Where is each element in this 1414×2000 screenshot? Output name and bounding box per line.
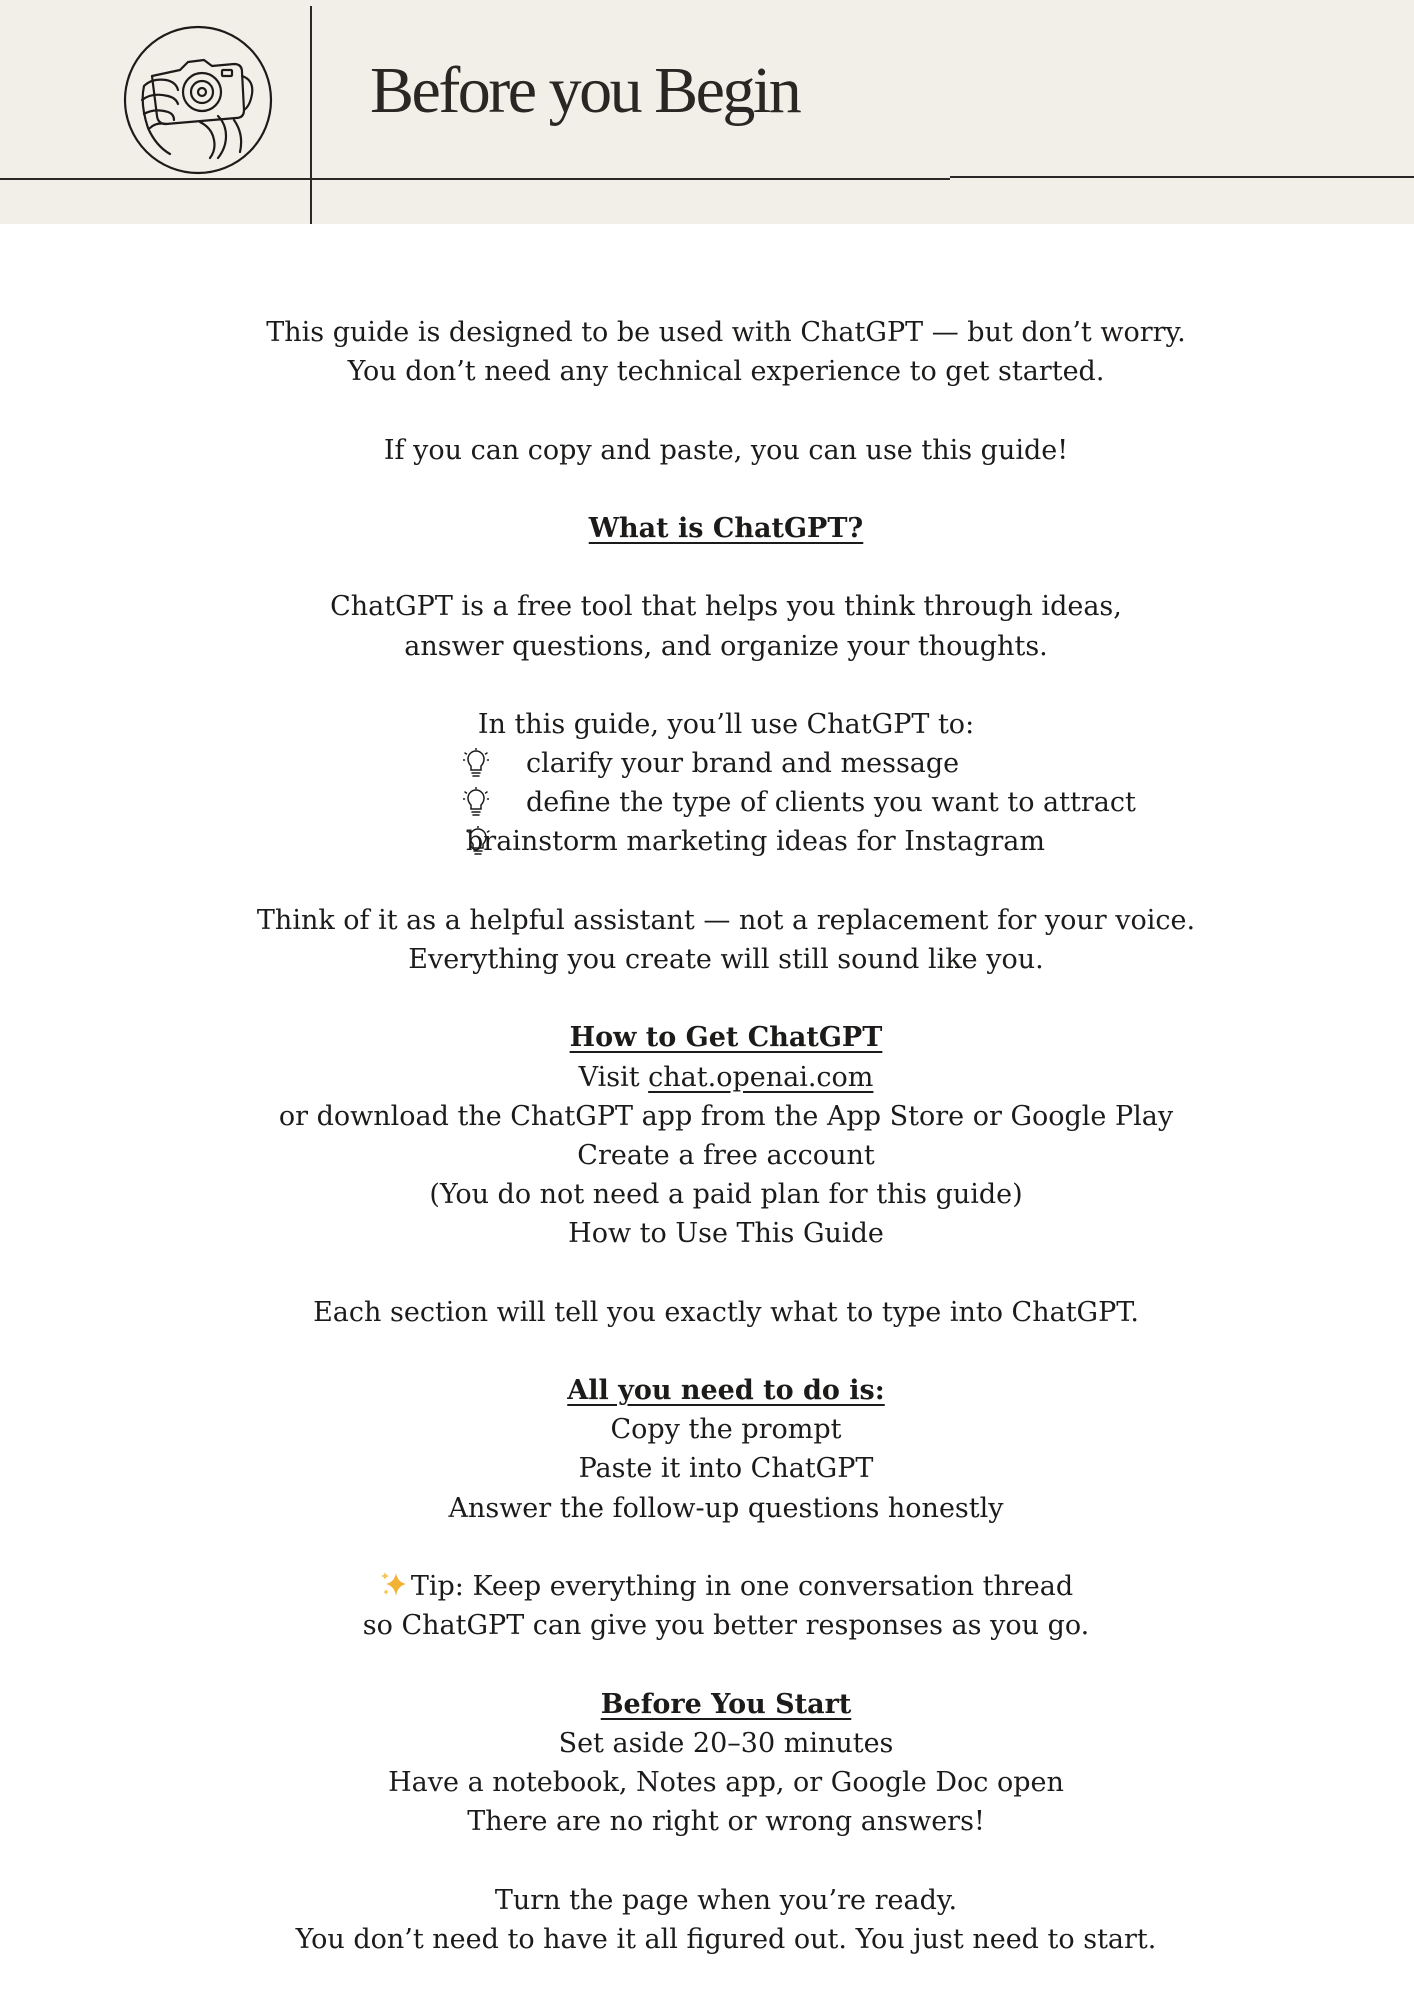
how-to-get-line: or download the ChatGPT app from the App Store or Google Play	[278, 1100, 1174, 1132]
section-heading-before-start: Before You Start	[600, 1688, 852, 1720]
header-rule-right	[950, 176, 1414, 178]
section-heading-how-to-get: How to Get ChatGPT	[569, 1022, 883, 1054]
how-to-get-line: (You do not need a paid plan for this guide)	[429, 1179, 1023, 1211]
list-item-label: define the type of clients you want to attract	[526, 787, 1136, 819]
list-item	[0, 822, 1414, 861]
section-heading-what-is: What is ChatGPT?	[588, 512, 864, 544]
intro-line: This guide is designed to be used with ChatGPT — but don’t worry.	[266, 317, 1186, 348]
list-item	[0, 783, 1414, 822]
guide-body	[0, 313, 1414, 1959]
what-is-outro: Think of it as a helpful assistant — not a replacement for your voice.	[256, 904, 1196, 936]
checklist-item: There are no right or wrong answers!	[467, 1806, 985, 1838]
lightbulb-icon	[463, 787, 489, 817]
step-item: Copy the prompt	[610, 1414, 842, 1446]
list-item	[0, 744, 1414, 783]
header-rule-left	[0, 178, 950, 180]
closing-line: You don’t need to have it all figured out. You just need to start.	[295, 1923, 1157, 1955]
visit-line	[0, 1058, 1414, 1097]
lightbulb-icon	[463, 748, 489, 778]
camera-hands-icon	[122, 24, 274, 176]
tip-text: Tip: Keep everything in one conversation thread	[410, 1571, 1074, 1602]
what-is-line: ChatGPT is a free tool that helps you think through ideas,	[330, 591, 1122, 623]
header-divider	[310, 6, 312, 224]
list-item-label: clarify your brand and message	[526, 748, 960, 780]
tip-line	[0, 1567, 1414, 1606]
what-is-outro: Everything you create will still sound like you.	[408, 944, 1044, 975]
page-title: Before you Begin	[370, 54, 800, 127]
intro-line: If you can copy and paste, you can use this guide!	[383, 434, 1069, 466]
visit-label: Visit	[578, 1061, 640, 1093]
sparkles-icon	[379, 1570, 409, 1600]
list-intro: In this guide, you’ll use ChatGPT to:	[477, 708, 975, 740]
chatgpt-link[interactable]: chat.openai.com	[648, 1061, 874, 1093]
tip-line: so ChatGPT can give you better responses as you go.	[362, 1610, 1090, 1642]
step-item: Answer the follow-up questions honestly	[448, 1492, 1004, 1524]
how-to-get-line: Create a free account	[577, 1139, 875, 1171]
checklist-item: Have a notebook, Notes app, or Google Doc open	[388, 1766, 1064, 1798]
how-to-get-line: How to Use This Guide	[568, 1218, 884, 1250]
section-heading-all-you-need: All you need to do is:	[567, 1375, 885, 1407]
step-item: Paste it into ChatGPT	[578, 1453, 874, 1485]
what-is-line: answer questions, and organize your thoughts.	[404, 630, 1048, 662]
how-to-get-line: Each section will tell you exactly what to type into ChatGPT.	[313, 1296, 1139, 1328]
checklist-item: Set aside 20–30 minutes	[558, 1727, 894, 1759]
intro-line: You don’t need any technical experience to get started.	[347, 356, 1105, 388]
closing-line: Turn the page when you’re ready.	[494, 1884, 958, 1916]
list-item-label: brainstorm marketing ideas for Instagram	[466, 826, 1045, 858]
